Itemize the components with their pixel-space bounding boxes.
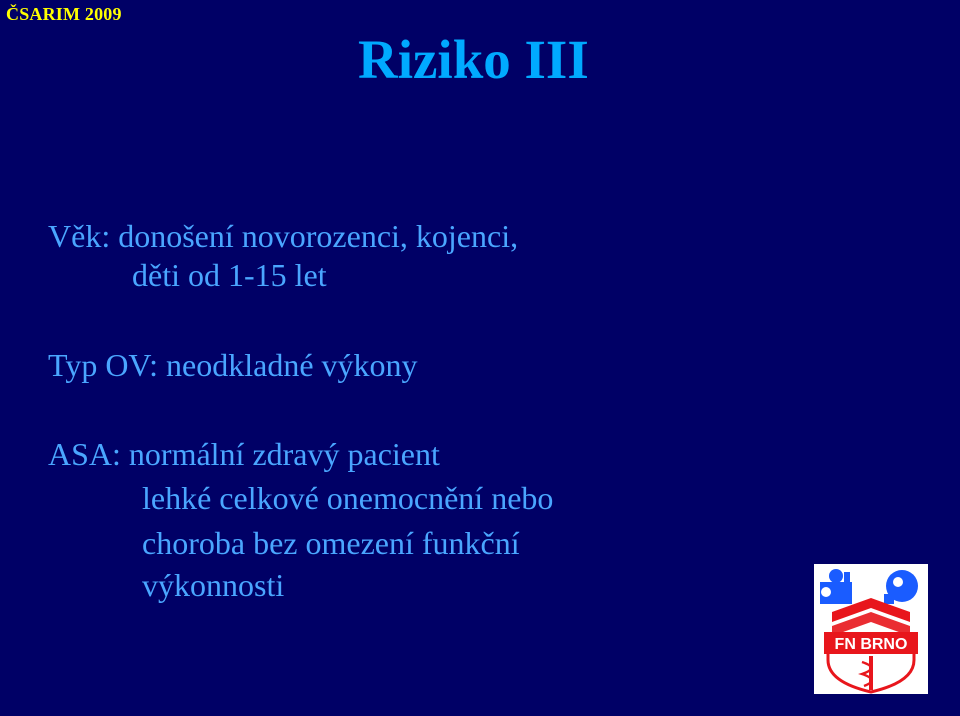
conference-tag: ČSARIM 2009 [6, 4, 122, 24]
asa-line-3: choroba bez omezení funkční [142, 525, 520, 561]
asa-line-4: výkonnosti [142, 567, 285, 603]
asa-line-1: ASA: normální zdravý pacient [48, 436, 440, 472]
fn-brno-logo [814, 564, 928, 694]
logo-graphic [814, 564, 928, 694]
asa-line-2: lehké celkové onemocnění nebo [142, 480, 554, 516]
logo-text: FN BRNO [834, 636, 908, 653]
type-line: Typ OV: neodkladné výkony [48, 347, 418, 383]
slide-title: Riziko III [358, 29, 589, 90]
age-line-2: děti od 1-15 let [132, 257, 327, 293]
age-line-1: Věk: donošení novorozenci, kojenci, [48, 218, 519, 254]
